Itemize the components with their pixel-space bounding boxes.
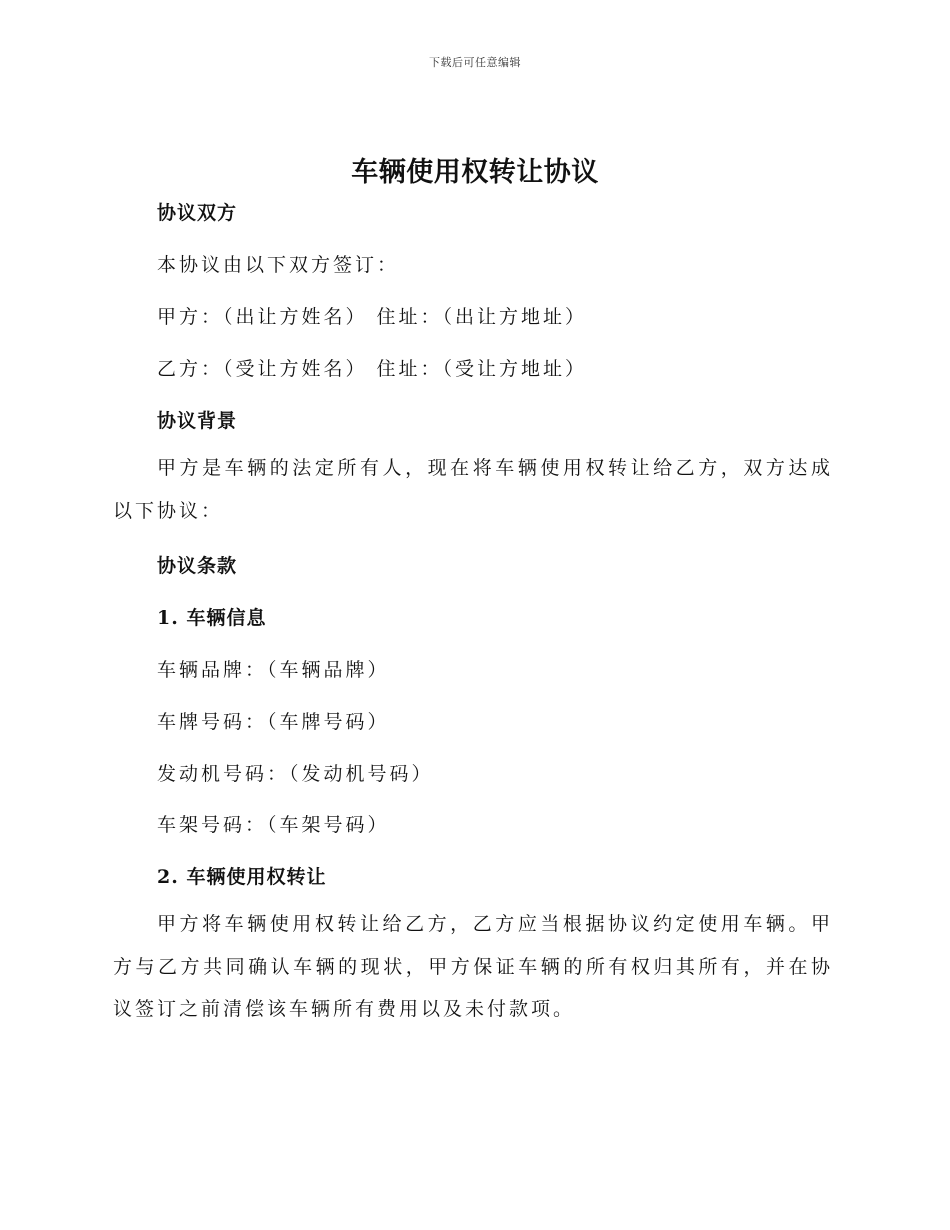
frame-number-line: 车架号码：（车架号码）	[157, 814, 390, 836]
party-a-line: 甲方：（出让方姓名） 住址：（出让方地址）	[157, 306, 588, 328]
section-heading-background: 协议背景	[157, 410, 238, 432]
vehicle-brand-line: 车辆品牌：（车辆品牌）	[157, 659, 390, 681]
document-title: 车辆使用权转让协议	[351, 157, 599, 188]
subheading-transfer: 2. 车辆使用权转让	[157, 866, 327, 888]
section-heading-parties: 协议双方	[157, 202, 238, 224]
background-paragraph: 甲方是车辆的法定所有人，现在将车辆使用权转让给乙方，双方达成以下协议：	[113, 457, 833, 522]
section-heading-terms: 协议条款	[157, 555, 238, 577]
party-b-line: 乙方：（受让方姓名） 住址：（受让方地址）	[157, 358, 588, 380]
transfer-paragraph: 甲方将车辆使用权转让给乙方，乙方应当根据协议约定使用车辆。甲方与乙方共同确认车辆的现状，甲方保证车辆的所有权归其所有，并在协议签订之前清偿该车辆所有费用以及未付款项。	[113, 913, 833, 1020]
parties-intro: 本协议由以下双方签订：	[157, 254, 400, 276]
header-note: 下载后可任意编辑	[429, 56, 521, 69]
plate-number-line: 车牌号码：（车牌号码）	[157, 711, 390, 733]
subheading-vehicle-info: 1. 车辆信息	[157, 607, 267, 629]
engine-number-line: 发动机号码：（发动机号码）	[157, 763, 434, 785]
